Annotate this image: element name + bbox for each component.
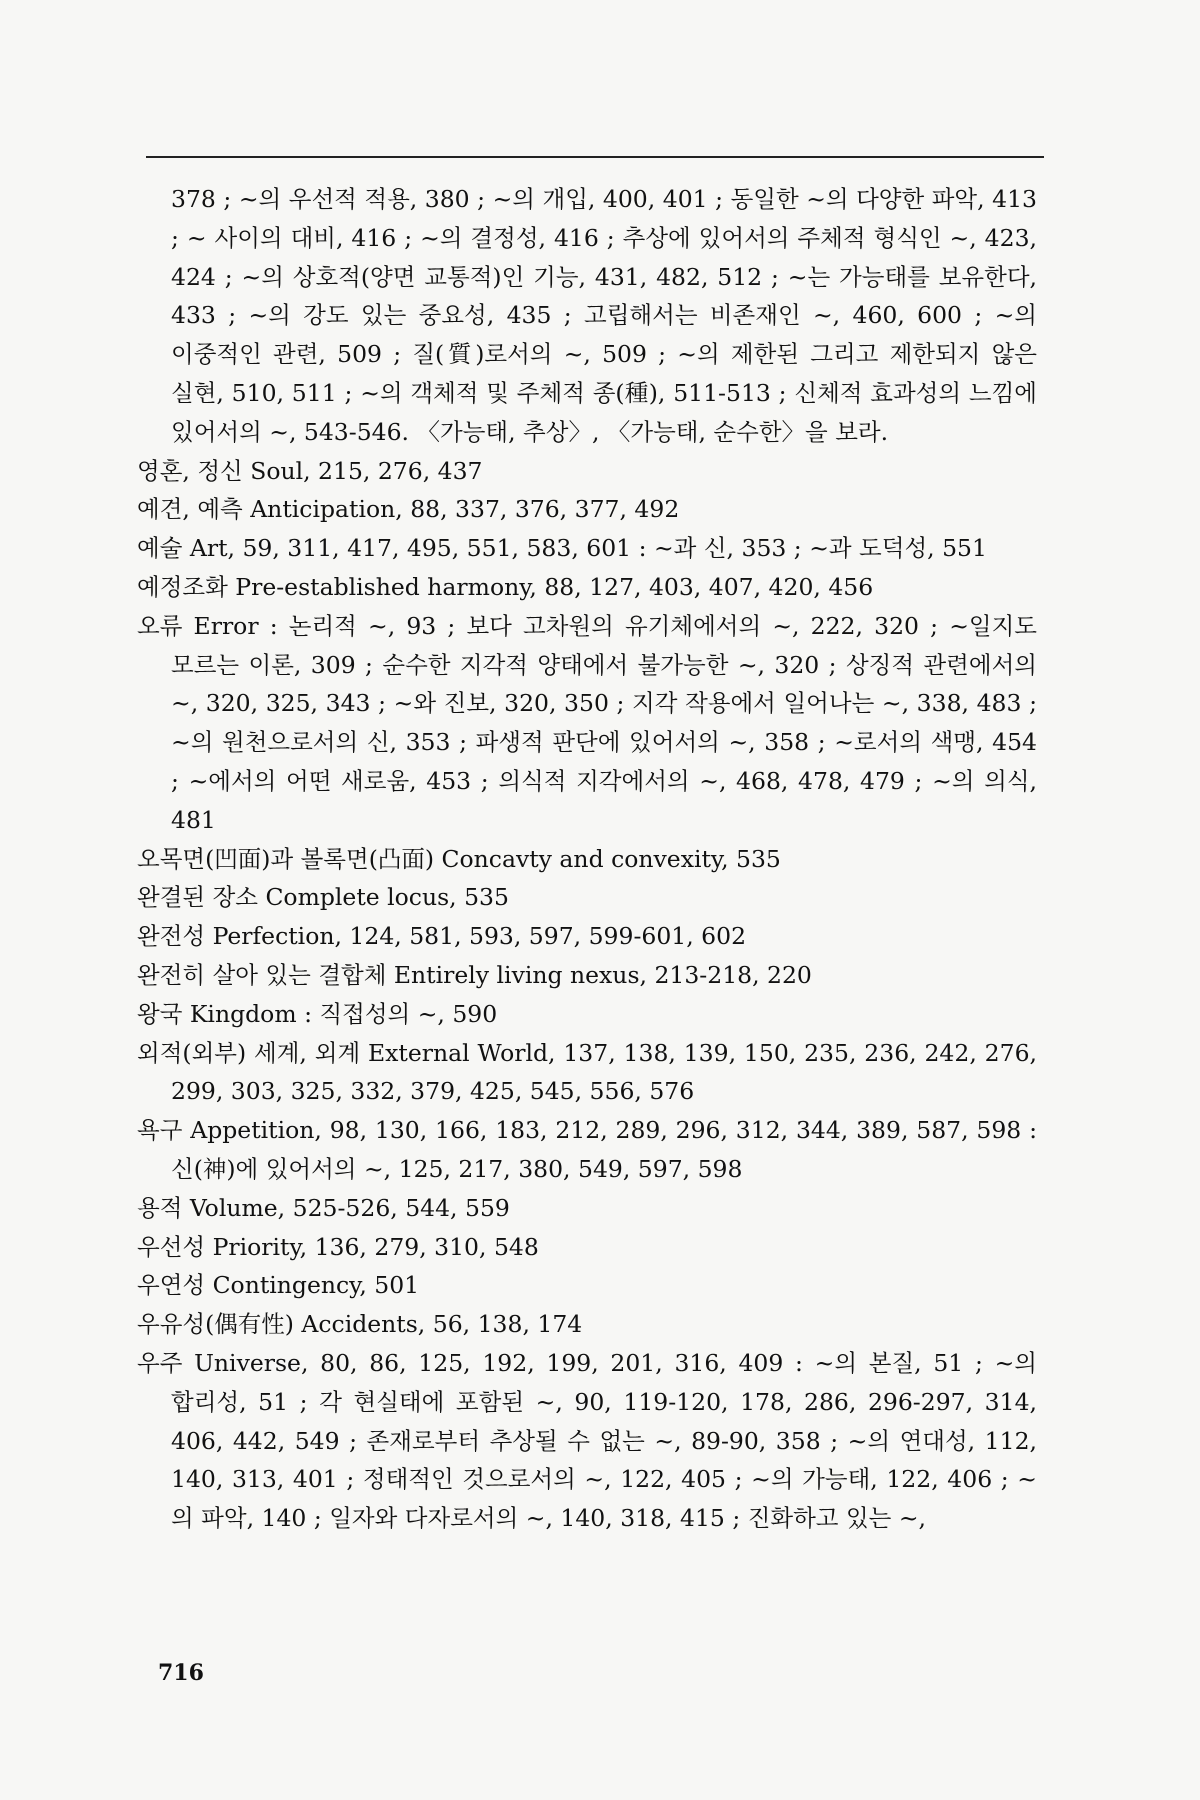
- index-entry: 예견, 예측 Anticipation, 88, 337, 376, 377, 492: [137, 495, 680, 524]
- index-entry: 우선성 Priority, 136, 279, 310, 548: [137, 1232, 539, 1261]
- index-entry: 완전성 Perfection, 124, 581, 593, 597, 599-601, 602: [137, 922, 747, 951]
- page-number: 716: [158, 1660, 204, 1686]
- index-entry: 오류 Error : 논리적 ~, 93 ; 보다 고차원의 유기체에서의 ~, 222, 320 ; ~일지도 모르는 이론, 309 ; 순수한 지각적 양태에서 불가능한 ~, 320 ; 상징적 관련에서의 ~, 320, 325, 343 ; ~와 진보, 320, 350 ; 지각 작용에서 일어나는 ~, 338, 483 ; ~의 원천으로서의 신, 353 ; 파생적 판단에 있어서의 ~, 358 ; ~로서의 색맹, 454 ; ~에서의 어떤 새로움, 453 ; 의식적 지각에서의 ~, 468, 478, 479 ; ~의 의식, 481: [137, 611, 1037, 834]
- index-entry: 왕국 Kingdom : 직접성의 ~, 590: [137, 999, 498, 1028]
- index-entry: 욕구 Appetition, 98, 130, 166, 183, 212, 289, 296, 312, 344, 389, 587, 598 : 신(神)에 있어서의 ~, 125, 217, 380, 549, 597, 598: [137, 1116, 1037, 1183]
- index-entry: 완전히 살아 있는 결합체 Entirely living nexus, 213-218, 220: [137, 960, 812, 989]
- index-entries: [137, 180, 1037, 1538]
- index-entry: 외적(외부) 세계, 외계 External World, 137, 138, 139, 150, 235, 236, 242, 276, 299, 303, 325, 332, 379, 425, 545, 556, 576: [137, 1038, 1037, 1106]
- index-entry: 완결된 장소 Complete locus, 535: [137, 883, 509, 912]
- index-entry: 오목면(凹面)과 볼록면(凸面) Concavty and convexity, 535: [137, 844, 781, 873]
- index-entry: 우주 Universe, 80, 86, 125, 192, 199, 201, 316, 409 : ~의 본질, 51 ; ~의 합리성, 51 ; 각 현실태에 포함된 ~, 90, 119-120, 178, 286, 296-297, 314, 406, 442, 549 ; 존재로부터 추상될 수 없는 ~, 89-90, 358 ; ~의 연대성, 112, 140, 313, 401 ; 정태적인 것으로서의 ~, 122, 405 ; ~의 가능태, 122, 406 ; ~의 파악, 140 ; 일자와 다자로서의 ~, 140, 318, 415 ; 진화하고 있는 ~,: [137, 1348, 1037, 1533]
- index-entry: 영혼, 정신 Soul, 215, 276, 437: [137, 456, 483, 485]
- top-rule: [146, 156, 1044, 158]
- index-entry: 우유성(偶有性) Accidents, 56, 138, 174: [137, 1310, 583, 1339]
- index-entry: 우연성 Contingency, 501: [137, 1271, 420, 1300]
- index-entry: 예술 Art, 59, 311, 417, 495, 551, 583, 601 : ~과 신, 353 ; ~과 도덕성, 551: [137, 534, 987, 563]
- index-entry: 예정조화 Pre-established harmony, 88, 127, 403, 407, 420, 456: [137, 572, 874, 601]
- index-entry: 용적 Volume, 525-526, 544, 559: [137, 1193, 510, 1222]
- index-entry: 378 ; ~의 우선적 적용, 380 ; ~의 개입, 400, 401 ; 동일한 ~의 다양한 파악, 413 ; ~ 사이의 대비, 416 ; ~의 결정성, 416 ; 추상에 있어서의 주체적 형식인 ~, 423, 424 ; ~의 상호적(양면 교통적)인 기능, 431, 482, 512 ; ~는 가능태를 보유한다, 433 ; ~의 강도 있는 중요성, 435 ; 고립해서는 비존재인 ~, 460, 600 ; ~의 이중적인 관련, 509 ; 질(質)로서의 ~, 509 ; ~의 제한된 그리고 제한되지 않은 실현, 510, 511 ; ~의 객체적 및 주체적 종(種), 511-513 ; 신체적 효과성의 느낌에 있어서의 ~, 543-546. 〈가능태, 추상〉, 〈가능태, 순수한〉을 보라.: [171, 185, 1037, 446]
